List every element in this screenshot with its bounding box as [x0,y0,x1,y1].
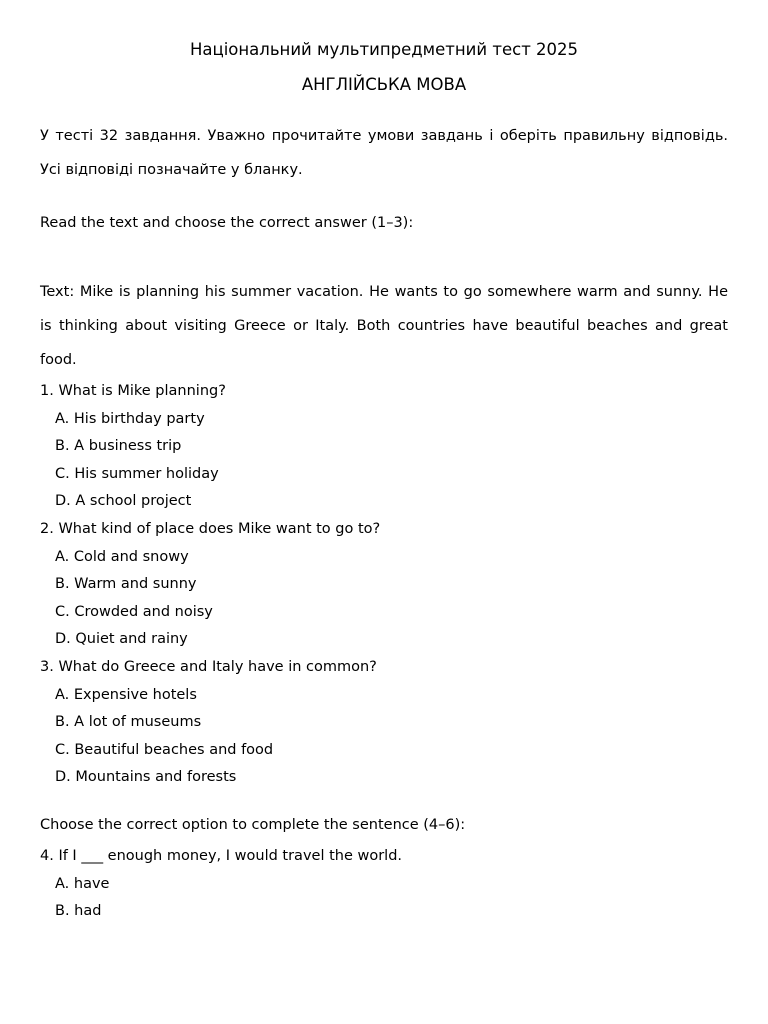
question-text: 3. What do Greece and Italy have in common? [40,658,377,675]
question-text: 4. If I ___ enough money, I would travel the world. [40,848,403,864]
answer-option: D. Mountains and forests [55,769,237,786]
test-title: Національний мультипредметний тест 2025 [189,40,579,59]
answer-option: B. had [55,903,102,920]
answer-option: D. Quiet and rainy [55,631,188,648]
question-2 [40,516,728,654]
answer-option: A. Cold and snowy [55,548,189,565]
test-intro: У тесті 32 завдання. Уважно прочитайте умови завдань і оберіть правильну відповідь. Усі відповіді позначайте у бланку. [40,128,728,178]
answer-option: A. His birthday party [55,410,205,427]
answer-option: D. A school project [55,493,192,510]
question-list [40,378,728,792]
answer-option: B. Warm and sunny [55,576,197,593]
question-text: 2. What kind of place does Mike want to go to? [40,520,381,537]
question-1 [40,378,728,516]
question-3 [40,654,728,792]
answer-option: A. Expensive hotels [55,686,197,703]
reading-text: Text: Mike is planning his summer vacation. He wants to go somewhere warm and sunny. He is thinking about visiting Greece or Italy. Both countries have beautiful beaches and great food. [40,284,728,368]
subject-title: АНГЛІЙСЬКА МОВА [301,75,467,94]
question-4 [40,843,728,926]
section2-instruction: Choose the correct option to complete the sentence (4–6): [40,817,466,833]
section1-instruction: Read the text and choose the correct answer (1–3): [40,215,414,231]
answer-option: B. A lot of museums [55,714,202,731]
answer-option: C. His summer holiday [55,465,219,482]
answer-option: B. A business trip [55,438,182,455]
answer-option: A. have [55,875,110,892]
question-text: 1. What is Mike planning? [40,383,226,399]
answer-option: C. Beautiful beaches and food [55,741,274,758]
answer-option: C. Crowded and noisy [55,603,213,620]
